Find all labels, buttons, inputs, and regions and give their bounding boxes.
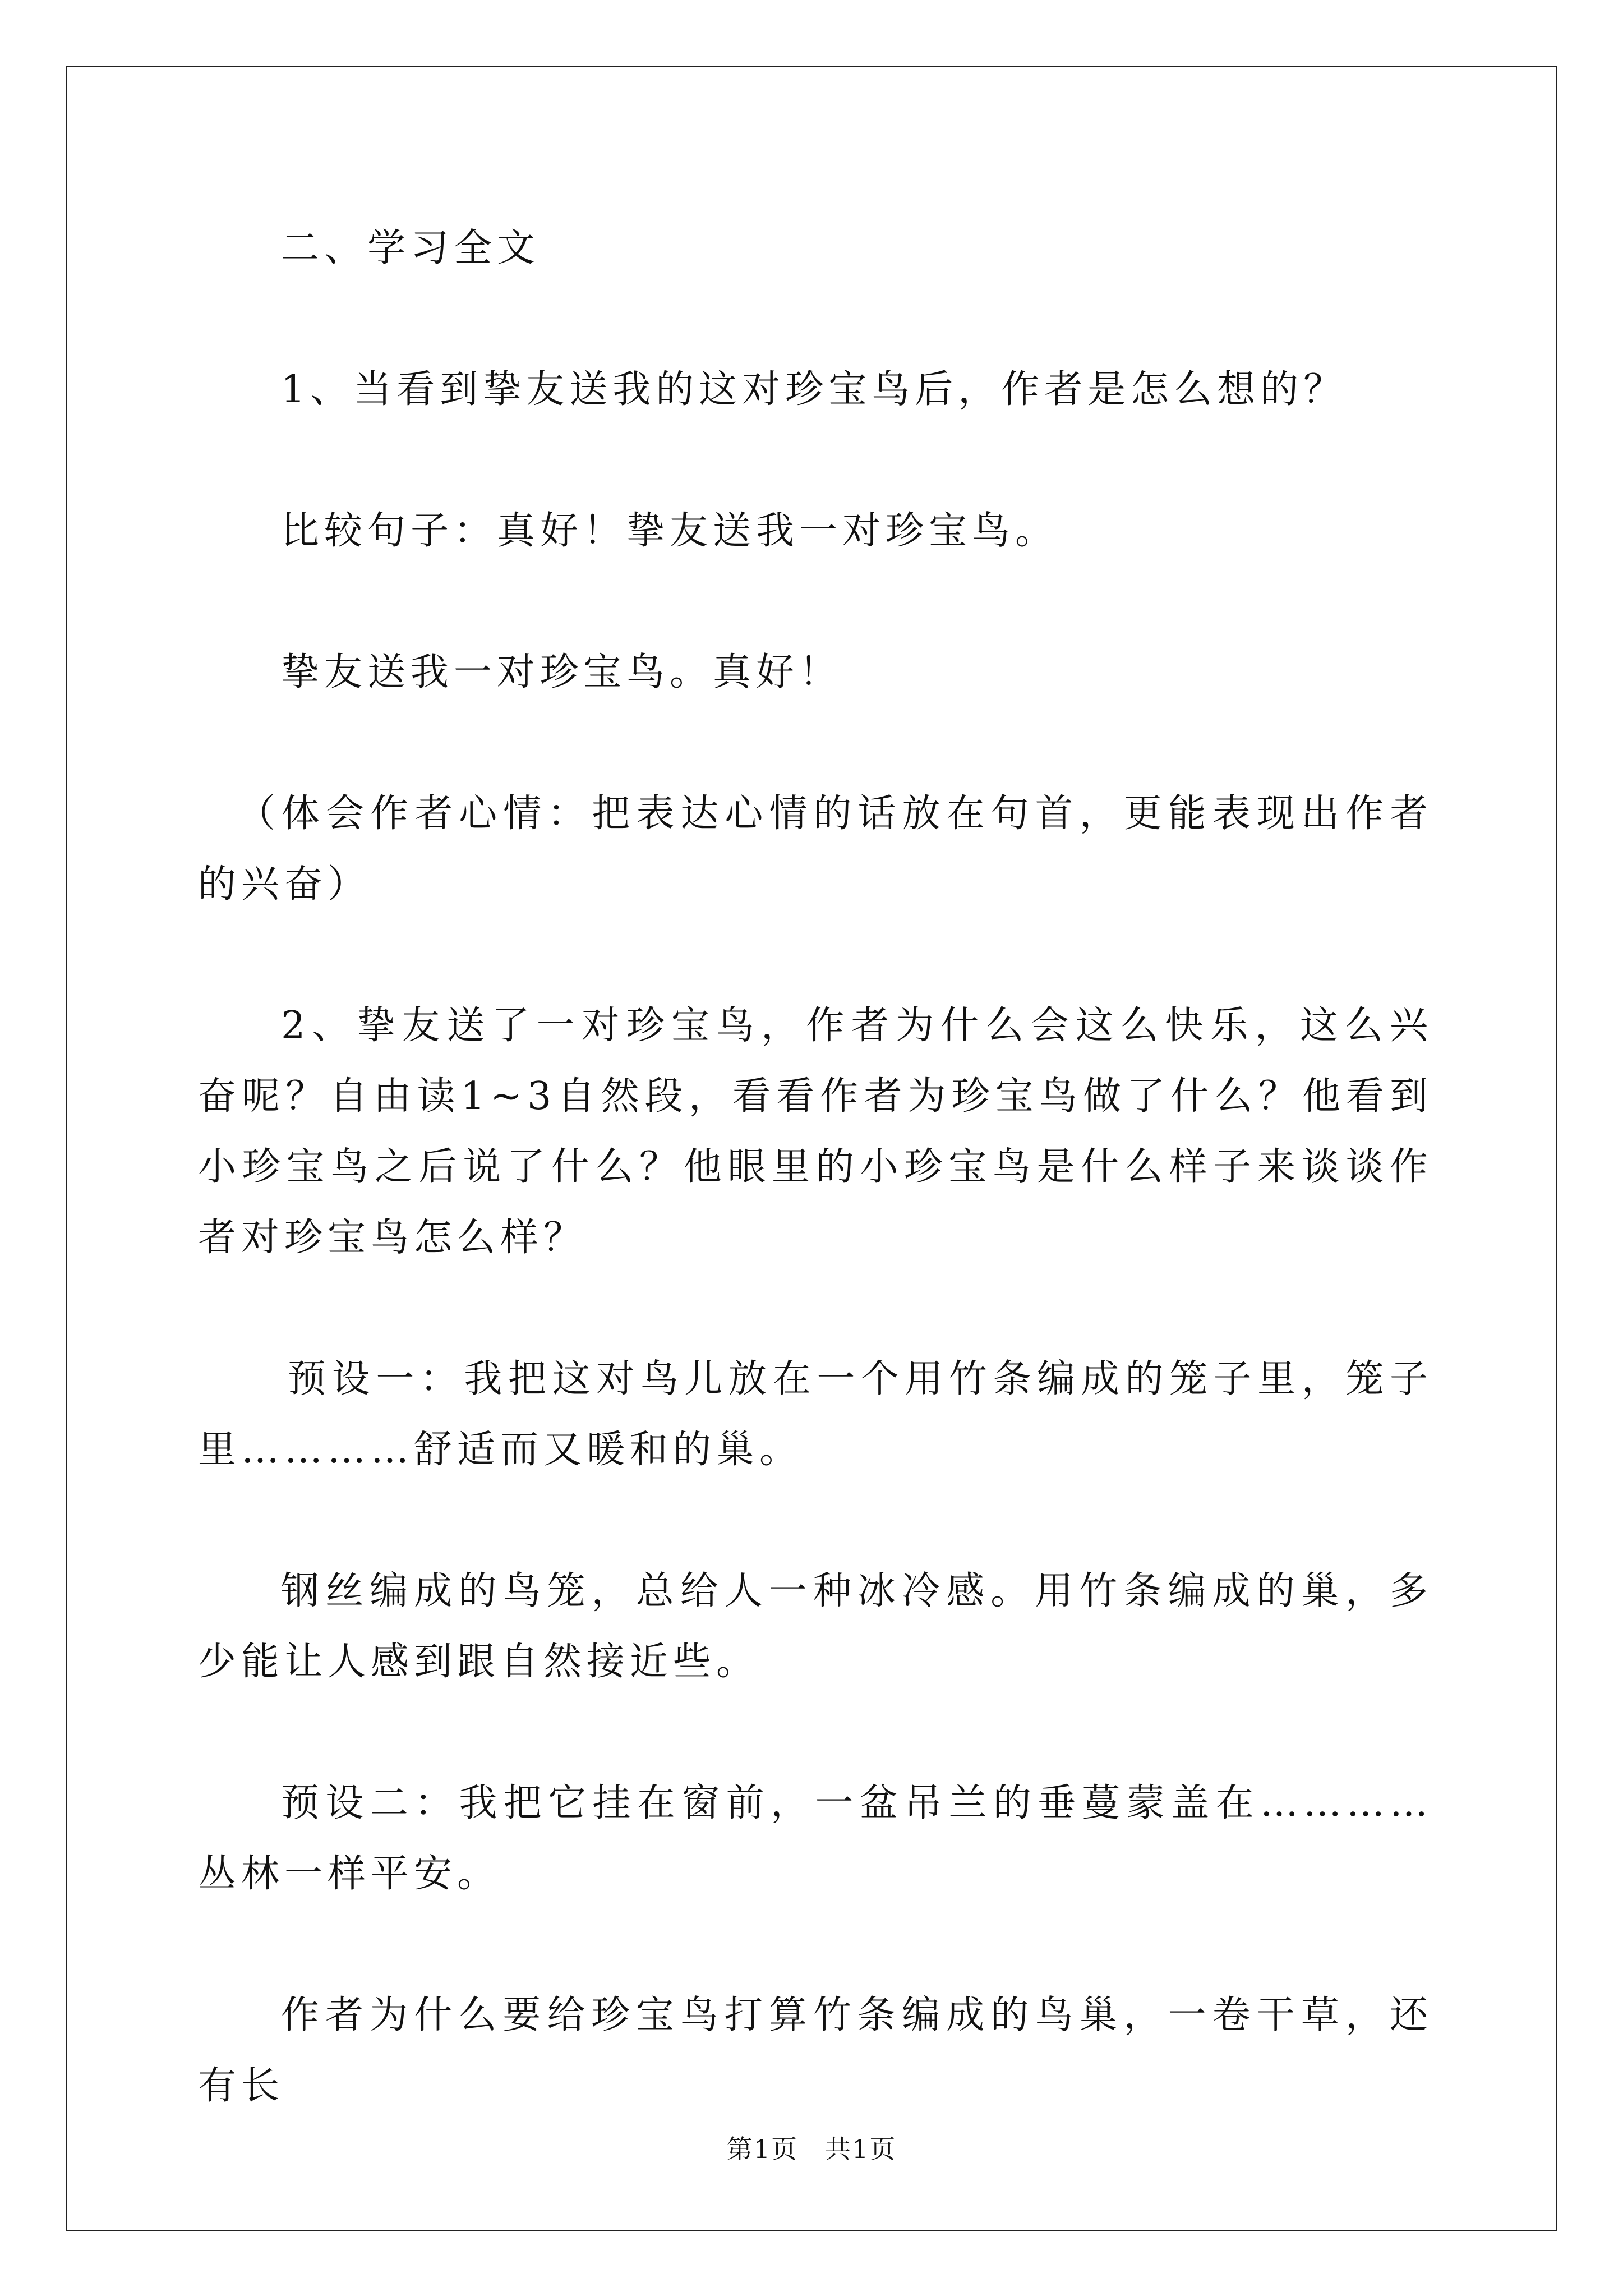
paragraph: 作者为什么要给珍宝鸟打算竹条编成的鸟巢，一卷干草，还有长 [198, 1993, 1433, 2108]
paragraph: 预设二：我把它挂在窗前，一盆吊兰的垂蔓蒙盖在…………丛林一样平安。 [198, 1781, 1433, 1896]
paragraph: 钢丝编成的鸟笼，总给人一种冰冷感。用竹条编成的巢，多少能让人感到跟自然接近些。 [198, 1569, 1433, 1684]
paragraph: 预设一：我把这对鸟儿放在一个用竹条编成的笼子里，笼子里…………舒适而又暖和的巢。 [198, 1357, 1433, 1472]
paragraph: 挚友送我一对珍宝鸟。真好！ [281, 650, 843, 694]
paragraph: 比较句子：真好！挚友送我一对珍宝鸟。 [281, 509, 1059, 553]
paragraph: 1、当看到挚友送我的这对珍宝鸟后，作者是怎么想的？ [281, 367, 1347, 412]
page-footer: 第1页 共1页 [726, 2134, 897, 2164]
paragraph: （体会作者心情：把表达心情的话放在句首，更能表现出作者的兴奋） [198, 792, 1433, 907]
paragraph: 2、挚友送了一对珍宝鸟，作者为什么会这么快乐，这么兴奋呢？自由读1~3自然段，看看作者为珍宝鸟做了什么？他看到小珍宝鸟之后说了什么？他眼里的小珍宝鸟是什么样子来谈谈作者对珍宝鸟怎么样？ [198, 1004, 1433, 1260]
section-heading: 二、学习全文 [281, 226, 541, 270]
document-body [199, 213, 1433, 2192]
